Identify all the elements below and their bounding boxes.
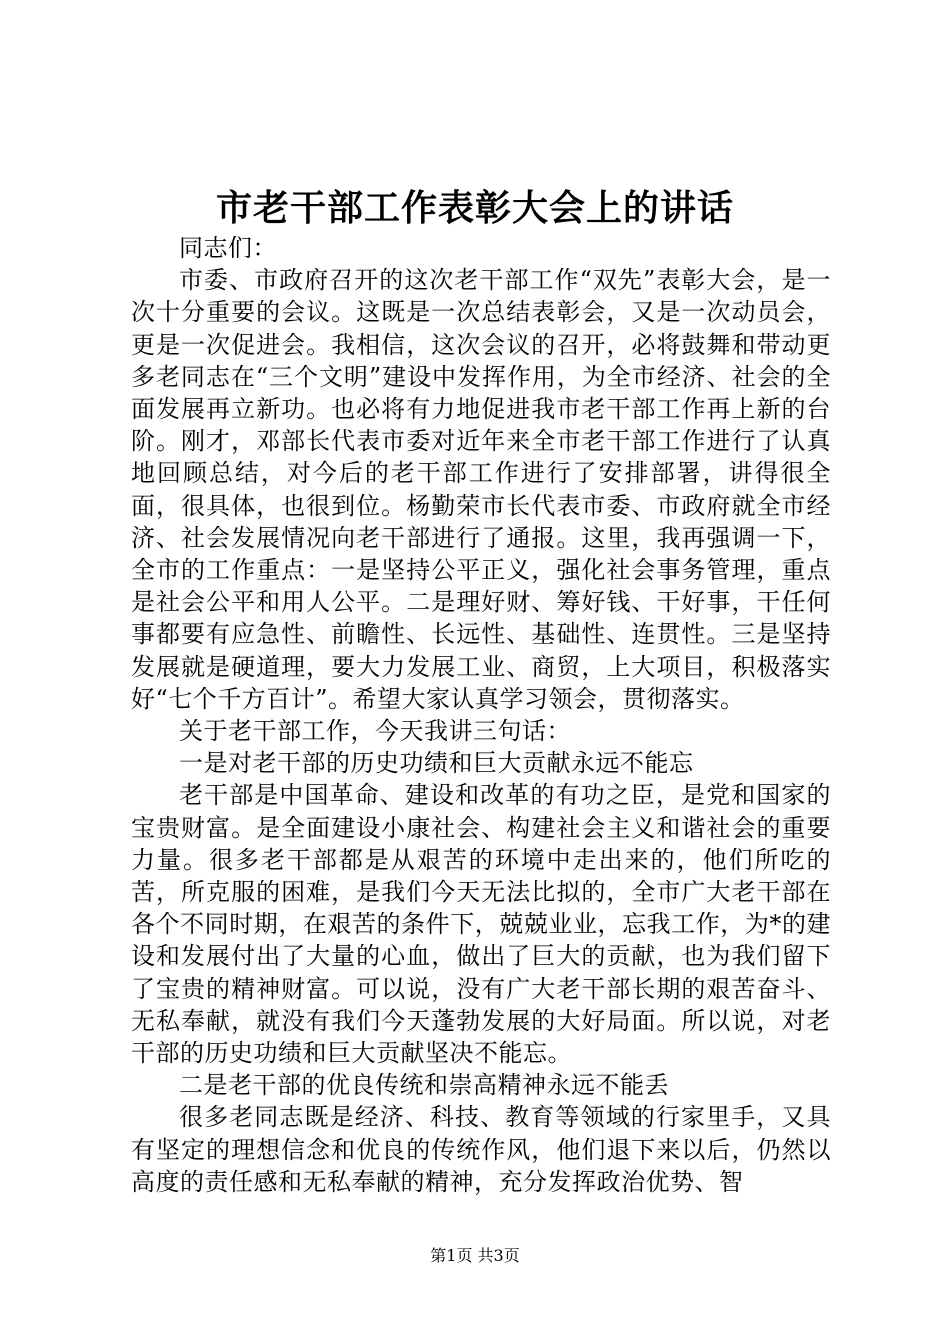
document-title: 市老干部工作表彰大会上的讲话 (215, 187, 734, 229)
document-body (131, 232, 831, 1198)
salutation: 同志们： (179, 234, 277, 262)
heading-point-one: 一是对老干部的历史功绩和巨大贡献永远不能忘 (179, 749, 694, 778)
paragraph-intro: 市委、市政府召开的这次老干部工作“双先”表彰大会，是一次十分重要的会议。这既是一次总结表彰会，又是一次动员会，更是一次促进会。我相信，这次会议的召开，必将鼓舞和带动更多老同志在“三个文明”建设中发挥作用，为全市经济、社会的全面发展再立新功。也必将有力地促进我市老干部工作再上新的台阶。刚才，邓部长代表市委对近年来全市老干部工作进行了认真地回顾总结，对今后的老干部工作进行了安排部署，讲得很全面，很具体，也很到位。杨勤荣市长代表市委、市政府就全市经济、社会发展情况向老干部进行了通报。这里，我再强调一下，全市的工作重点：一是坚持公平正义，强化社会事务管理，重点是社会公平和用人公平。二是理好财、筹好钱、干好事，干任何事都要有应急性、前瞻性、长远性、基础性、连贯性。三是坚持发展就是硬道理，要大力发展工业、商贸，上大项目，积极落实好“七个千方百计”。希望大家认真学习领会，贯彻落实。 (131, 266, 831, 713)
paragraph-point-two: 很多老同志既是经济、科技、教育等领域的行家里手，又具有坚定的理想信念和优良的传统作风，他们退下来以后，仍然以高度的责任感和无私奉献的精神，充分发挥政治优势、智 (131, 1103, 831, 1196)
paragraph-three-points: 关于老干部工作，今天我讲三句话： (179, 717, 571, 746)
page-number-footer: 第1页 共3页 (430, 1246, 520, 1265)
paragraph-point-one: 老干部是中国革命、建设和改革的有功之臣，是党和国家的宝贵财富。是全面建设小康社会、构建社会主义和谐社会的重要力量。很多老干部都是从艰苦的环境中走出来的，他们所吃的苦，所克服的困难，是我们今天无法比拟的，全市广大老干部在各个不同时期，在艰苦的条件下，兢兢业业，忘我工作，为*的建设和发展付出了大量的心血，做出了巨大的贡献，也为我们留下了宝贵的精神财富。可以说，没有广大老干部长期的艰苦奋斗、无私奉献，就没有我们今天蓬勃发展的大好局面。所以说，对老干部的历史功绩和巨大贡献坚决不能忘。 (131, 781, 831, 1068)
heading-point-two: 二是老干部的优良传统和崇高精神永远不能丢 (179, 1071, 669, 1100)
